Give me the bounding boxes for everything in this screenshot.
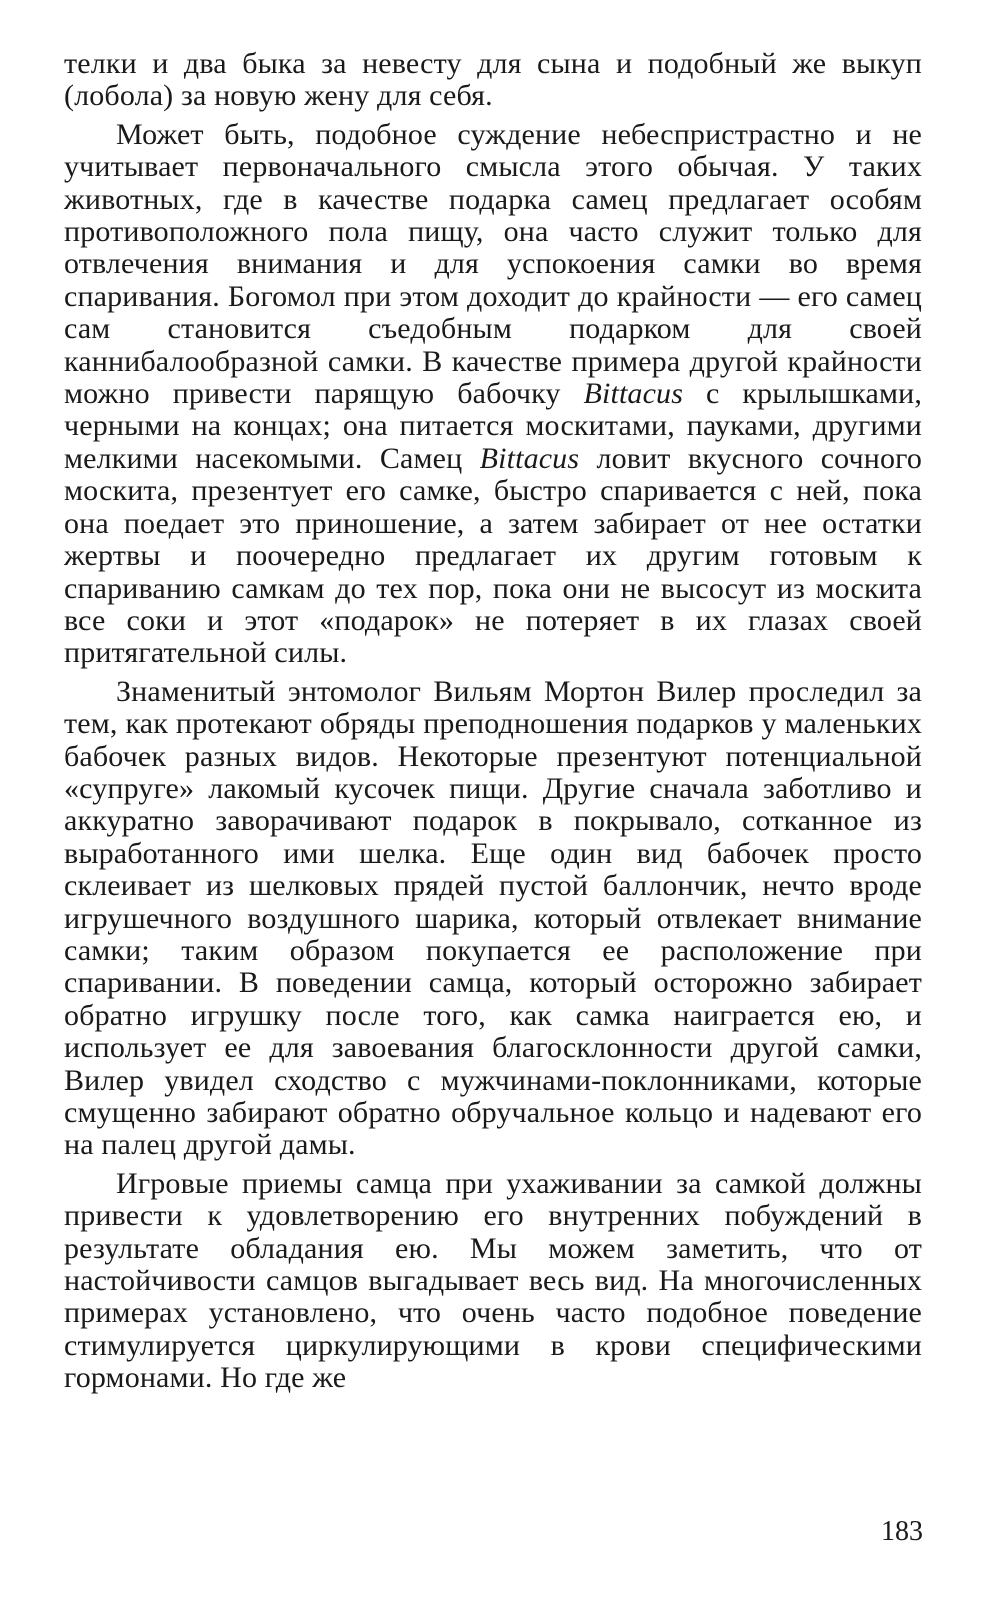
paragraph-4-text: Игровые приемы самца при ухаживании за самкой должны привести к удовлетворению его внутренних побуждений в результате обладания ею. Мы можем заметить, что от настойчивости самцов выгадывает весь вид. На многочисленных примерах установлено, что очень часто подобное поведение стимулируется циркулирующими в крови специфическими гормонами. Но где же: [64, 1166, 922, 1395]
paragraph-2: [64, 119, 922, 670]
page-body: [64, 48, 922, 1395]
paragraph-3: [64, 676, 922, 1162]
paragraph-2-text-part-3: ловит вкусного сочного москита, презентует его самке, быстро спаривается с ней, пока она поедает это приношение, а затем забирает от нее остатки жертвы и поочередно предлагает их другим готовым к спариванию самкам до тех пор, пока они не высосут из москита все соки и этот «подарок» не потеряет в их глазах своей притягательной силы.: [64, 441, 922, 670]
paragraph-2-text-part-2: с крылышками, черными на концах; она питается москитами, пауками, другими мелкими насекомыми. Самец: [64, 377, 922, 475]
page-number: 183: [881, 1516, 923, 1547]
paragraph-1-text: телки и два быка за невесту для сына и подобный же выкуп (лобола) за новую жену для себя.: [64, 47, 922, 113]
paragraph-2-text-part-1: Может быть, подобное суждение небеспристрастно и не учитывает первоначального смысла этого обычая. У таких животных, где в качестве подарка самец предлагает особям противоположного пола пищу, она часто служит только для отвлечения внимания и для успокоения самки во время спаривания. Богомол при этом доходит до крайности — его самец сам становится съедобным подарком для своей каннибалообразной самки. В качестве примера другой крайности можно привести парящую бабочку: [64, 117, 922, 411]
species-name-bittacus-2: Bittacus: [479, 441, 580, 475]
species-name-bittacus: Bittacus: [583, 377, 684, 411]
paragraph-3-text: Знаменитый энтомолог Вильям Мортон Вилер проследил за тем, как протекают обряды преподношения подарков у маленьких бабочек разных видов. Некоторые презентуют потенциальной «супруге» лакомый кусочек пищи. Другие сначала заботливо и аккуратно заворачивают подарок в покрывало, сотканное из выработанного ими шелка. Еще один вид бабочек просто склеивает из шелковых прядей пустой баллончик, нечто вроде игрушечного воздушного шарика, который отвлекает внимание самки; таким образом покупается ее расположение при спаривании. В поведении самца, который осторожно забирает обратно игрушку после того, как самка наиграется ею, и использует ее для завоевания благосклонности другой самки, Вилер увидел сходство с мужчинами-поклонниками, которые смущенно забирают обратно обручальное кольцо и надевают его на палец другой дамы.: [64, 674, 922, 1162]
paragraph-4: [64, 1168, 922, 1395]
paragraph-1: [64, 48, 922, 113]
